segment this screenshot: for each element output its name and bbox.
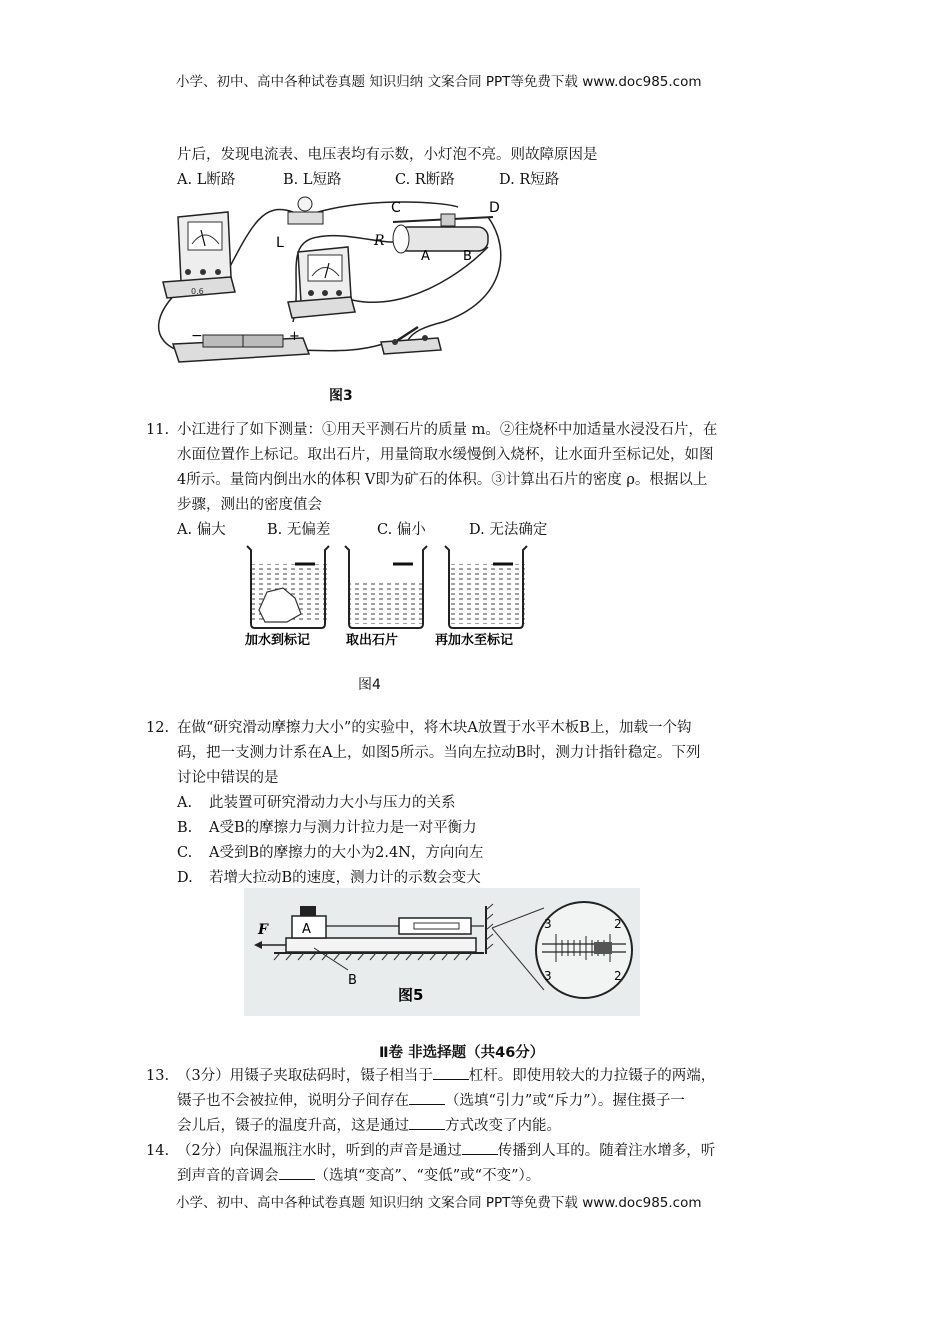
switch-pivot [392, 339, 398, 345]
label-block-a: A [302, 922, 311, 937]
q12-option-a: A. 此装置可研究滑动力大小与压力的关系 [177, 795, 456, 811]
label-f: F [258, 922, 268, 938]
q13-line-3: 会儿后，镊子的温度升高，这是通过 方式改变了内能。 [177, 1114, 561, 1139]
spring-scale [399, 918, 471, 934]
ammeter-terminal [200, 269, 206, 275]
q10-options [177, 168, 559, 193]
beaker-label-2: 取出石片 [346, 633, 399, 648]
beakers-figure [243, 542, 533, 648]
section-2-title: Ⅱ卷 非选择题（共46分） [379, 1045, 545, 1061]
q11-option-a: A. 偏大 [177, 522, 226, 538]
hook-weight [300, 906, 316, 916]
q10-option-c: C. R断路 [395, 172, 455, 188]
tick-label-3: 3 [544, 969, 552, 983]
voltmeter-terminal [322, 290, 328, 296]
label-c: C [391, 200, 401, 216]
voltmeter-terminal [336, 290, 342, 296]
ammeter-scale-label: 0.6 [191, 287, 204, 296]
q12-option-b: B. A受B的摩擦力与测力计拉力是一对平衡力 [177, 820, 477, 836]
q10-option-a: A. L断路 [177, 172, 236, 188]
q12-body [177, 716, 807, 791]
circuit-figure [143, 192, 515, 368]
label-l: L [276, 235, 284, 251]
switch-contact [422, 335, 428, 341]
wire-battery-switch [303, 344, 383, 351]
switch-base [381, 338, 441, 354]
q11-body [177, 418, 807, 518]
q11-option-d: D. 无法确定 [469, 522, 548, 538]
q13-line-2: 镊子也不会被拉伸，说明分子间存在 （选填“引力”或“斥力”）。握住摄子一 [177, 1089, 685, 1114]
answer-blank [279, 1165, 315, 1180]
q11-number: 11. [146, 422, 170, 438]
q11-option-b: B. 无偏差 [267, 522, 331, 538]
q11-line-2: 水面位置作上标记。取出石片，用量筒取水缓慢倒入烧杯，让水面升至标记处，如图 [177, 447, 714, 463]
voltmeter-base [288, 297, 355, 318]
lamp-bulb [298, 197, 312, 211]
tick-label-2: 2 [614, 969, 622, 983]
q14-line-2: 到声音的音调会 （选填“变高”、“变低”或“不变”）。 [177, 1164, 540, 1189]
q12-option-c: C. A受到B的摩擦力的大小为2.4N，方向向左 [177, 845, 484, 861]
figure-3-caption: 图3 [329, 388, 353, 404]
q12-line-1: 在做“研究滑动摩擦力大小”的实验中，将木块A放置于水平木板B上，加载一个钩 [177, 720, 692, 736]
q12-line-2: 码，把一支测力计系在A上，如图5所示。当向左拉动B时，测力计指针稳定。下列 [177, 745, 701, 761]
voltmeter-terminal [308, 290, 314, 296]
page-footer: 小学、初中、高中各种试卷真题 知识归纳 文案合同 PPT等免费下载 www.doc985.com [176, 1195, 702, 1211]
answer-blank [409, 1115, 445, 1130]
q11-options [177, 518, 547, 543]
q11-line-4: 步骤，测出的密度值会 [177, 497, 322, 513]
figure-4-caption: 图4 [358, 677, 381, 693]
q10-option-d: D. R短路 [499, 172, 560, 188]
label-board-b: B [348, 973, 357, 988]
figure-5-caption: 图5 [398, 986, 424, 1004]
tick-label-3: 3 [544, 917, 552, 931]
beaker-3-water [449, 564, 525, 624]
friction-figure [244, 888, 640, 1016]
page-header: 小学、初中、高中各种试卷真题 知识归纳 文案合同 PPT等免费下载 www.doc985.com [176, 74, 702, 90]
q12-number: 12. [146, 720, 170, 736]
board-b [286, 938, 476, 952]
ammeter-terminal [185, 269, 191, 275]
scale-pointer [594, 942, 612, 954]
beaker-2-water [349, 580, 423, 624]
ammeter-terminal [215, 269, 221, 275]
rheostat-end [393, 225, 409, 253]
answer-blank [409, 1090, 445, 1105]
wire-lamp-resistor [318, 202, 458, 212]
beaker-label-3: 再加水至标记 [435, 633, 514, 648]
lamp-holder [288, 212, 323, 224]
battery-plus: + [289, 329, 300, 344]
answer-blank [462, 1140, 498, 1155]
q14-number: 14. [146, 1143, 170, 1159]
label-d: D [489, 200, 500, 216]
beaker-label-1: 加水到标记 [245, 633, 311, 648]
q14-line-1: （2分）向保温瓶注水时，听到的声音是通过 传播到人耳的。随着注水增多，听 [177, 1139, 715, 1164]
battery-minus: − [191, 328, 203, 344]
q11-option-c: C. 偏小 [377, 522, 426, 538]
tick-label-2: 2 [614, 917, 622, 931]
q12-line-3: 讨论中错误的是 [177, 770, 279, 786]
label-a: A [421, 249, 430, 264]
q10-option-b: B. L短路 [283, 172, 342, 188]
q10-continuation: 片后，发现电流表、电压表均有示数，小灯泡不亮。则故障原因是 [177, 147, 598, 163]
rheostat-slider [441, 214, 455, 226]
q11-line-3: 4所示。量筒内倒出水的体积 V即为矿石的体积。③计算出石片的密度 ρ。根据以上 [177, 472, 708, 488]
label-b: B [463, 249, 472, 264]
q11-line-1: 小江进行了如下测量：①用天平测石片的质量 m。②往烧杯中加适量水浸没石片，在 [177, 422, 718, 438]
label-r: R [374, 233, 385, 249]
rheostat-coil [398, 227, 488, 251]
q13-number: 13. [146, 1068, 170, 1084]
q12-option-d: D. 若增大拉动B的速度，测力计的示数会变大 [177, 870, 481, 886]
q13-line-1: （3分）用镊子夹取砝码时，镊子相当于 杠杆。即使用较大的力拉镊子的两端， [177, 1064, 715, 1089]
answer-blank [433, 1065, 469, 1080]
